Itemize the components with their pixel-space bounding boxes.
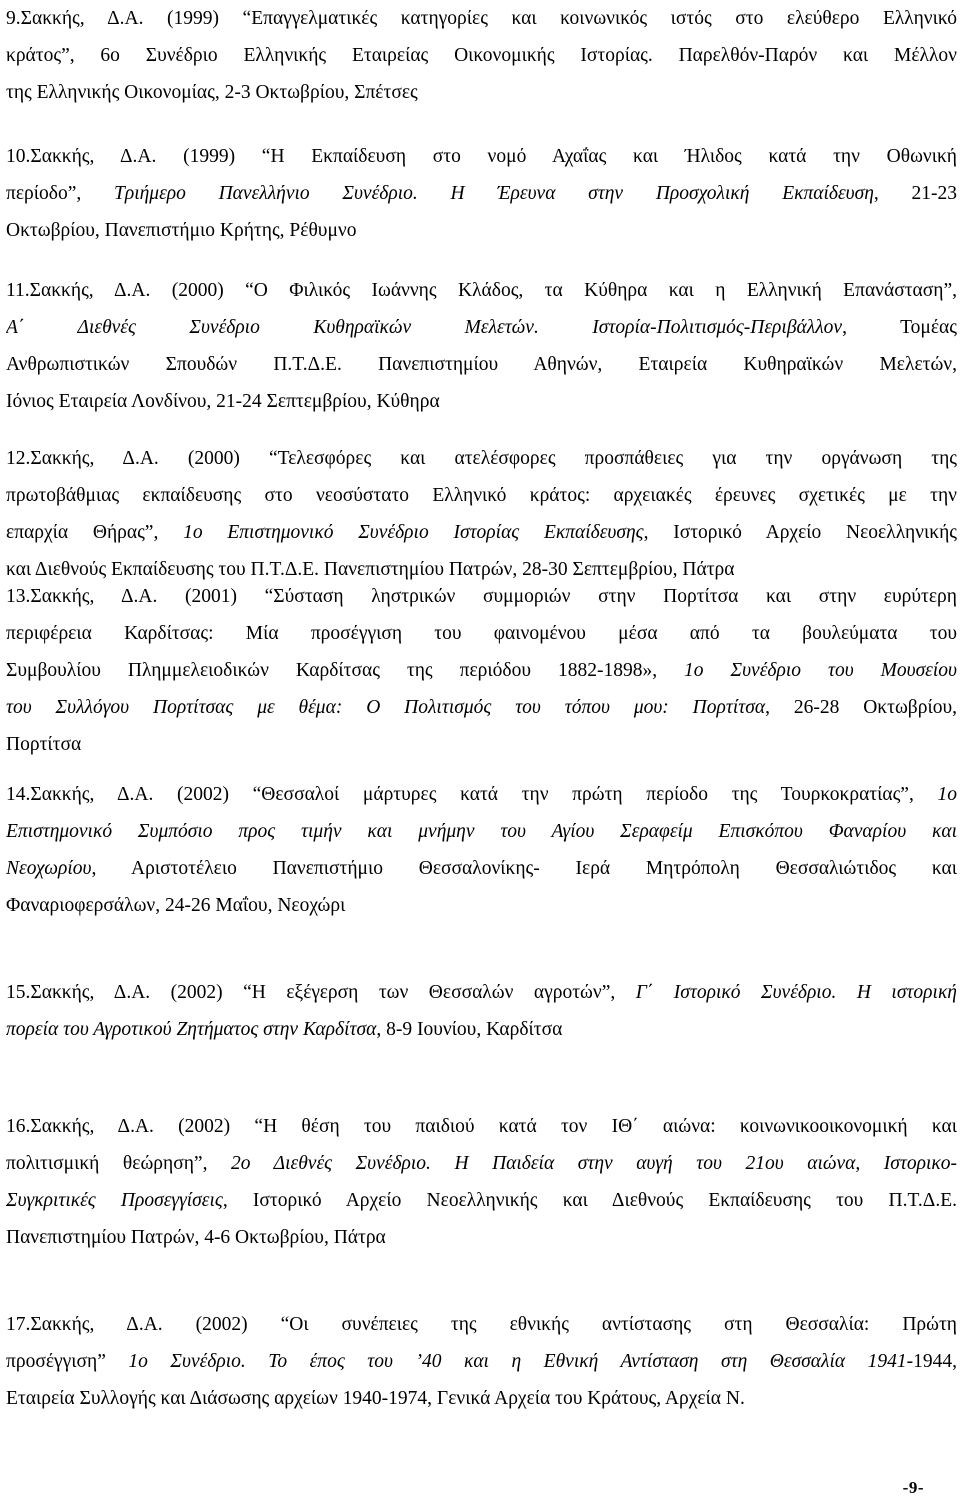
reference-line	[6, 383, 957, 420]
reference-line	[6, 813, 957, 850]
reference-entry	[6, 0, 957, 111]
reference-text: πολιτισμική θεώρηση”,	[6, 1153, 231, 1174]
reference-text: , Αριστοτέλειο Πανεπιστήμιο Θεσσαλονίκης- Ιερά Μητρόπολη Θεσσαλιώτιδος και	[91, 858, 957, 879]
reference-entry	[6, 578, 957, 763]
reference-entry	[6, 974, 957, 1048]
reference-line	[6, 37, 957, 74]
reference-text: , 26-28 Οκτωβρίου,	[765, 697, 957, 718]
reference-text: πρωτοβάθμιας εκπαίδευσης στο νεοσύστατο Ελληνικό κράτος: αρχειακές έρευνες σχετικές με την	[6, 485, 957, 506]
reference-text: της Ελληνικής Οικονομίας, 2-3 Οκτωβρίου, Σπέτσες	[6, 82, 418, 103]
reference-text: , Ιστορικό Αρχείο Νεοελληνικής και Διεθνούς Εκπαίδευσης του Π.Τ.Δ.Ε.	[222, 1190, 957, 1211]
reference-line	[6, 346, 957, 383]
reference-text: Ιόνιος Εταιρεία Λονδίνου, 21-24 Σεπτεμβρίου, Κύθηρα	[6, 391, 440, 412]
reference-number: 14.	[6, 784, 31, 805]
reference-line	[6, 887, 957, 924]
reference-text: Εταιρεία Συλλογής και Διάσωσης αρχείων 1940-1974, Γενικά Αρχεία του Κράτους, Αρχεία Ν.	[6, 1388, 745, 1409]
reference-entry	[6, 440, 957, 588]
reference-text: Οκτωβρίου, Πανεπιστήμιο Κρήτης, Ρέθυμνο	[6, 220, 357, 241]
page-number: -9-	[902, 1478, 924, 1497]
reference-text: Ανθρωπιστικών Σπουδών Π.Τ.Δ.Ε. Πανεπιστημίου Αθηνών, Εταιρεία Κυθηραϊκών Μελετών,	[6, 354, 957, 375]
reference-line	[6, 652, 957, 689]
reference-line	[6, 689, 957, 726]
reference-italic-text: 1ο Συνέδριο του Μουσείου	[684, 660, 957, 681]
reference-line	[6, 850, 957, 887]
reference-line	[6, 514, 957, 551]
reference-italic-text: 1ο	[937, 784, 957, 805]
reference-entry	[6, 138, 957, 249]
reference-line	[6, 1380, 957, 1417]
reference-line	[6, 726, 957, 763]
reference-line	[6, 1343, 957, 1380]
reference-line	[6, 1306, 957, 1343]
reference-line	[6, 974, 957, 1011]
reference-italic-text: πορεία του Αγροτικού Ζητήματος στην Καρδίτσα	[6, 1019, 377, 1040]
reference-text: , Τομέας	[842, 317, 957, 338]
reference-line	[6, 477, 957, 514]
reference-text: Σακκής, Δ.Α. (2002) “Θεσσαλοί μάρτυρες κατά την πρώτη περίοδο της Τουρκοκρατίας”,	[30, 784, 938, 805]
reference-number: 13.	[6, 586, 31, 607]
reference-text: Σακκής, Δ.Α. (2002) “Η εξέγερση των Θεσσαλών αγροτών”,	[30, 982, 636, 1003]
reference-entry	[6, 1108, 957, 1256]
reference-line	[6, 1219, 957, 1256]
reference-text: , Ιστορικό Αρχείο Νεοελληνικής	[643, 522, 957, 543]
reference-italic-text: του Συλλόγου Πορτίτσας με θέμα: Ο Πολιτισμός του τόπου μου: Πορτίτσα	[6, 697, 766, 718]
reference-line	[6, 138, 957, 175]
reference-line	[6, 272, 957, 309]
reference-italic-text: Τριήμερο Πανελλήνιο Συνέδριο. Η Έρευνα στην Προσχολική Εκπαίδευση	[113, 183, 874, 204]
reference-entry	[6, 1306, 957, 1417]
reference-italic-text: 2ο Διεθνές Συνέδριο. Η Παιδεία στην αυγή του 21ου αιώνα, Ιστορικο-	[230, 1153, 957, 1174]
reference-line	[6, 309, 957, 346]
reference-line	[6, 74, 957, 111]
reference-line	[6, 1108, 957, 1145]
reference-text: Σακκής, Δ.Α. (2001) “Σύσταση ληστρικών συμμοριών στην Πορτίτσα και στην ευρύτερη	[30, 586, 957, 607]
reference-text: περιφέρεια Καρδίτσας: Μία προσέγγιση του φαινομένου μέσα από τα βουλεύματα του	[6, 623, 957, 644]
reference-text: κράτος”, 6ο Συνέδριο Ελληνικής Εταιρείας Οικονομικής Ιστορίας. Παρελθόν-Παρόν και Μέλλον	[6, 45, 957, 66]
reference-text: Σακκής, Δ.Α. (2000) “Τελεσφόρες και ατελέσφορες προσπάθειες για την οργάνωση της	[30, 448, 957, 469]
reference-text: Φαναριοφερσάλων, 24-26 Μαΐου, Νεοχώρι	[6, 895, 346, 916]
reference-text: Σακκής, Δ.Α. (1999) “Επαγγελματικές κατηγορίες και κοινωνικός ιστός στο ελεύθερο Ελληνικό	[20, 8, 957, 29]
reference-line	[6, 578, 957, 615]
reference-line	[6, 1182, 957, 1219]
reference-text: περίοδο”,	[6, 183, 114, 204]
reference-number: 11.	[6, 280, 30, 301]
reference-number: 15.	[6, 982, 31, 1003]
reference-line	[6, 1145, 957, 1182]
reference-italic-text: 1ο Επιστημονικό Συνέδριο Ιστορίας Εκπαίδευσης	[183, 522, 644, 543]
reference-italic-text: Νεοχωρίου	[6, 858, 92, 879]
reference-line	[6, 440, 957, 477]
reference-text: , 21-23	[873, 183, 957, 204]
reference-line	[6, 615, 957, 652]
reference-text: Συμβουλίου Πλημμελειοδικών Καρδίτσας της περιόδου 1882-1898»,	[6, 660, 685, 681]
reference-line	[6, 776, 957, 813]
reference-text: -1944,	[906, 1351, 957, 1372]
reference-text: Πανεπιστημίου Πατρών, 4-6 Οκτωβρίου, Πάτρα	[6, 1227, 386, 1248]
reference-italic-text: Α΄ Διεθνές Συνέδριο Κυθηραϊκών Μελετών. Ιστορία-Πολιτισμός-Περιβάλλον	[6, 317, 843, 338]
reference-text: Πορτίτσα	[6, 734, 82, 755]
reference-italic-text: Επιστημονικό Συμπόσιο προς τιμήν και μνήμην του Αγίου Σεραφείμ Επισκόπου Φαναρίου και	[6, 821, 957, 842]
reference-text: Σακκής, Δ.Α. (2002) “Η θέση του παιδιού κατά τον ΙΘ΄ αιώνα: κοινωνικοοικονομική και	[30, 1116, 957, 1137]
reference-italic-text: Γ΄ Ιστορικό Συνέδριο. Η ιστορική	[635, 982, 957, 1003]
reference-line	[6, 0, 957, 37]
reference-number: 16.	[6, 1116, 31, 1137]
reference-number: 17.	[6, 1314, 31, 1335]
reference-line	[6, 1011, 957, 1048]
reference-text: επαρχία Θήρας”,	[6, 522, 184, 543]
reference-text: και Διεθνούς Εκπαίδευσης του Π.Τ.Δ.Ε. Πανεπιστημίου Πατρών, 28-30 Σεπτεμβρίου, Πάτρα	[6, 559, 735, 580]
reference-text: Σακκής, Δ.Α. (2002) “Οι συνέπειες της εθνικής αντίστασης στη Θεσσαλία: Πρώτη	[30, 1314, 957, 1335]
reference-text: Σακκής, Δ.Α. (1999) “Η Εκπαίδευση στο νομό Αχαΐας και Ήλιδος κατά την Οθωνική	[30, 146, 957, 167]
reference-number: 10.	[6, 146, 31, 167]
reference-line	[6, 212, 957, 249]
reference-number: 12.	[6, 448, 31, 469]
reference-italic-text: 1ο Συνέδριο. Το έπος του ’40 και η Εθνική Αντίσταση στη Θεσσαλία 1941	[128, 1351, 907, 1372]
reference-entry	[6, 776, 957, 924]
reference-italic-text: Συγκριτικές Προσεγγίσεις	[6, 1190, 223, 1211]
reference-text: Σακκής, Δ.Α. (2000) “Ο Φιλικός Ιωάννης Κλάδος, τα Κύθηρα και η Ελληνική Επανάσταση”,	[29, 280, 957, 301]
reference-text: , 8-9 Ιουνίου, Καρδίτσα	[376, 1019, 563, 1040]
reference-entry	[6, 272, 957, 420]
reference-number: 9.	[6, 8, 21, 29]
reference-line	[6, 175, 957, 212]
reference-text: προσέγγιση”	[6, 1351, 129, 1372]
